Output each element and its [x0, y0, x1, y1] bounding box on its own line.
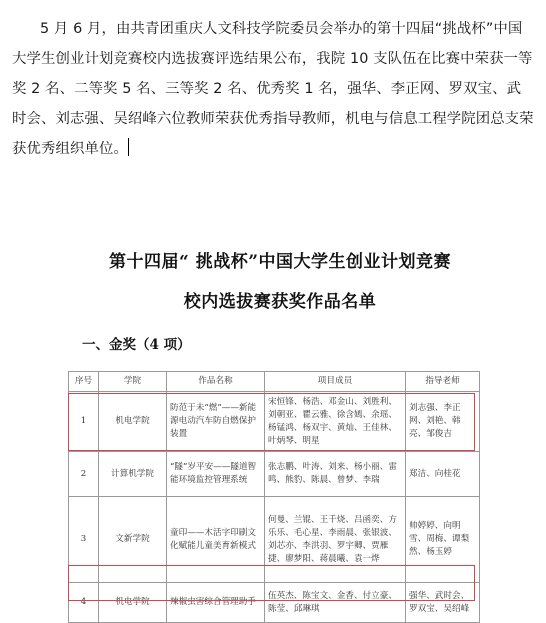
table-row — [69, 497, 480, 583]
award-table — [68, 371, 480, 623]
cell-no: 2 — [69, 452, 99, 497]
news-paragraph-text: 5 月 6 月，由共青团重庆人文科技学院委员会举办的第十四届“挑战杯”中国大学生创业计划竞赛校内选拔赛评选结果公布，我院 10 支队伍在比赛中荣获一等奖 2 名、二等奖 5 名、三等奖 2 名、优秀奖 1 名，强华、李正网、罗双宝、武时会、刘志强、吴绍峰六位教师荣获优秀指导教师，机电与信息工程学院团总支荣获优秀组织单位。 — [12, 21, 534, 157]
table-row — [69, 392, 480, 452]
cell-members: 何曼、兰锟、王千烧、吕函奕、方乐乐、毛心星、李雨晨、张银波、刘芯亦、李洪羽、罗宇卿、贾雁捷、廖梦阳、蒋晨曦、袁一烨 — [265, 497, 406, 583]
doc-title-line2: 校内选拔赛获奖作品名单 — [183, 292, 377, 312]
table-header-row — [69, 372, 480, 392]
section-heading: 一、金奖（4 项） — [82, 337, 191, 353]
news-paragraph — [12, 14, 534, 164]
cell-college: 计算机学院 — [99, 452, 167, 497]
cell-members: 张志鹏、叶涛、刘来、杨小丽、雷鸣、熊豹、陈晨、曾梦、李瑞 — [265, 452, 406, 497]
table-row — [69, 452, 480, 497]
cell-no: 4 — [69, 583, 99, 623]
text-cursor — [128, 138, 129, 156]
cell-name: 防范于未“燃”——新能源电动汽车防自燃保护装置 — [167, 392, 265, 452]
cell-name: 辣椒虫害综合管理助手 — [167, 583, 265, 623]
header-name: 作品名称 — [167, 372, 265, 392]
cell-teachers: 强华、武时会、罗双宝、吴绍峰 — [406, 583, 480, 623]
cell-college: 机电学院 — [99, 583, 167, 623]
cell-no: 1 — [69, 392, 99, 452]
header-teachers: 指导老师 — [406, 372, 480, 392]
cell-name: “隧”岁平安——隧道智能环境监控管理系统 — [167, 452, 265, 497]
cell-college: 文新学院 — [99, 497, 167, 583]
table-row — [69, 583, 480, 623]
cell-teachers: 刘志强、李正网、刘艳、韩亮、邹俊吉 — [406, 392, 480, 452]
header-members: 项目成员 — [265, 372, 406, 392]
doc-title-line1: 第十四届“ 挑战杯”中国大学生创业计划竞赛 — [109, 252, 451, 272]
header-college: 学院 — [99, 372, 167, 392]
award-list-image — [50, 225, 510, 614]
cell-name: 童印——木活字印刷文化赋能儿童美育新模式 — [167, 497, 265, 583]
header-no: 序号 — [69, 372, 99, 392]
cell-no: 3 — [69, 497, 99, 583]
cell-teachers: 帅婷婷、向明雪、周梅、谭梨然、杨玉婷 — [406, 497, 480, 583]
cell-members: 宋恒锋、杨浩、邓金山、刘胜利、刘朝亚、瞿云雅、徐含嫣、余瑶、杨锰鸿、杨双宇、黄灿、王佳林、叶炳琴、明星 — [265, 392, 406, 452]
cell-members: 伍英杰、陈宝文、金香、付立豪、陈莹、邱琳琪 — [265, 583, 406, 623]
cell-college: 机电学院 — [99, 392, 167, 452]
cell-teachers: 郑洁、向桂花 — [406, 452, 480, 497]
